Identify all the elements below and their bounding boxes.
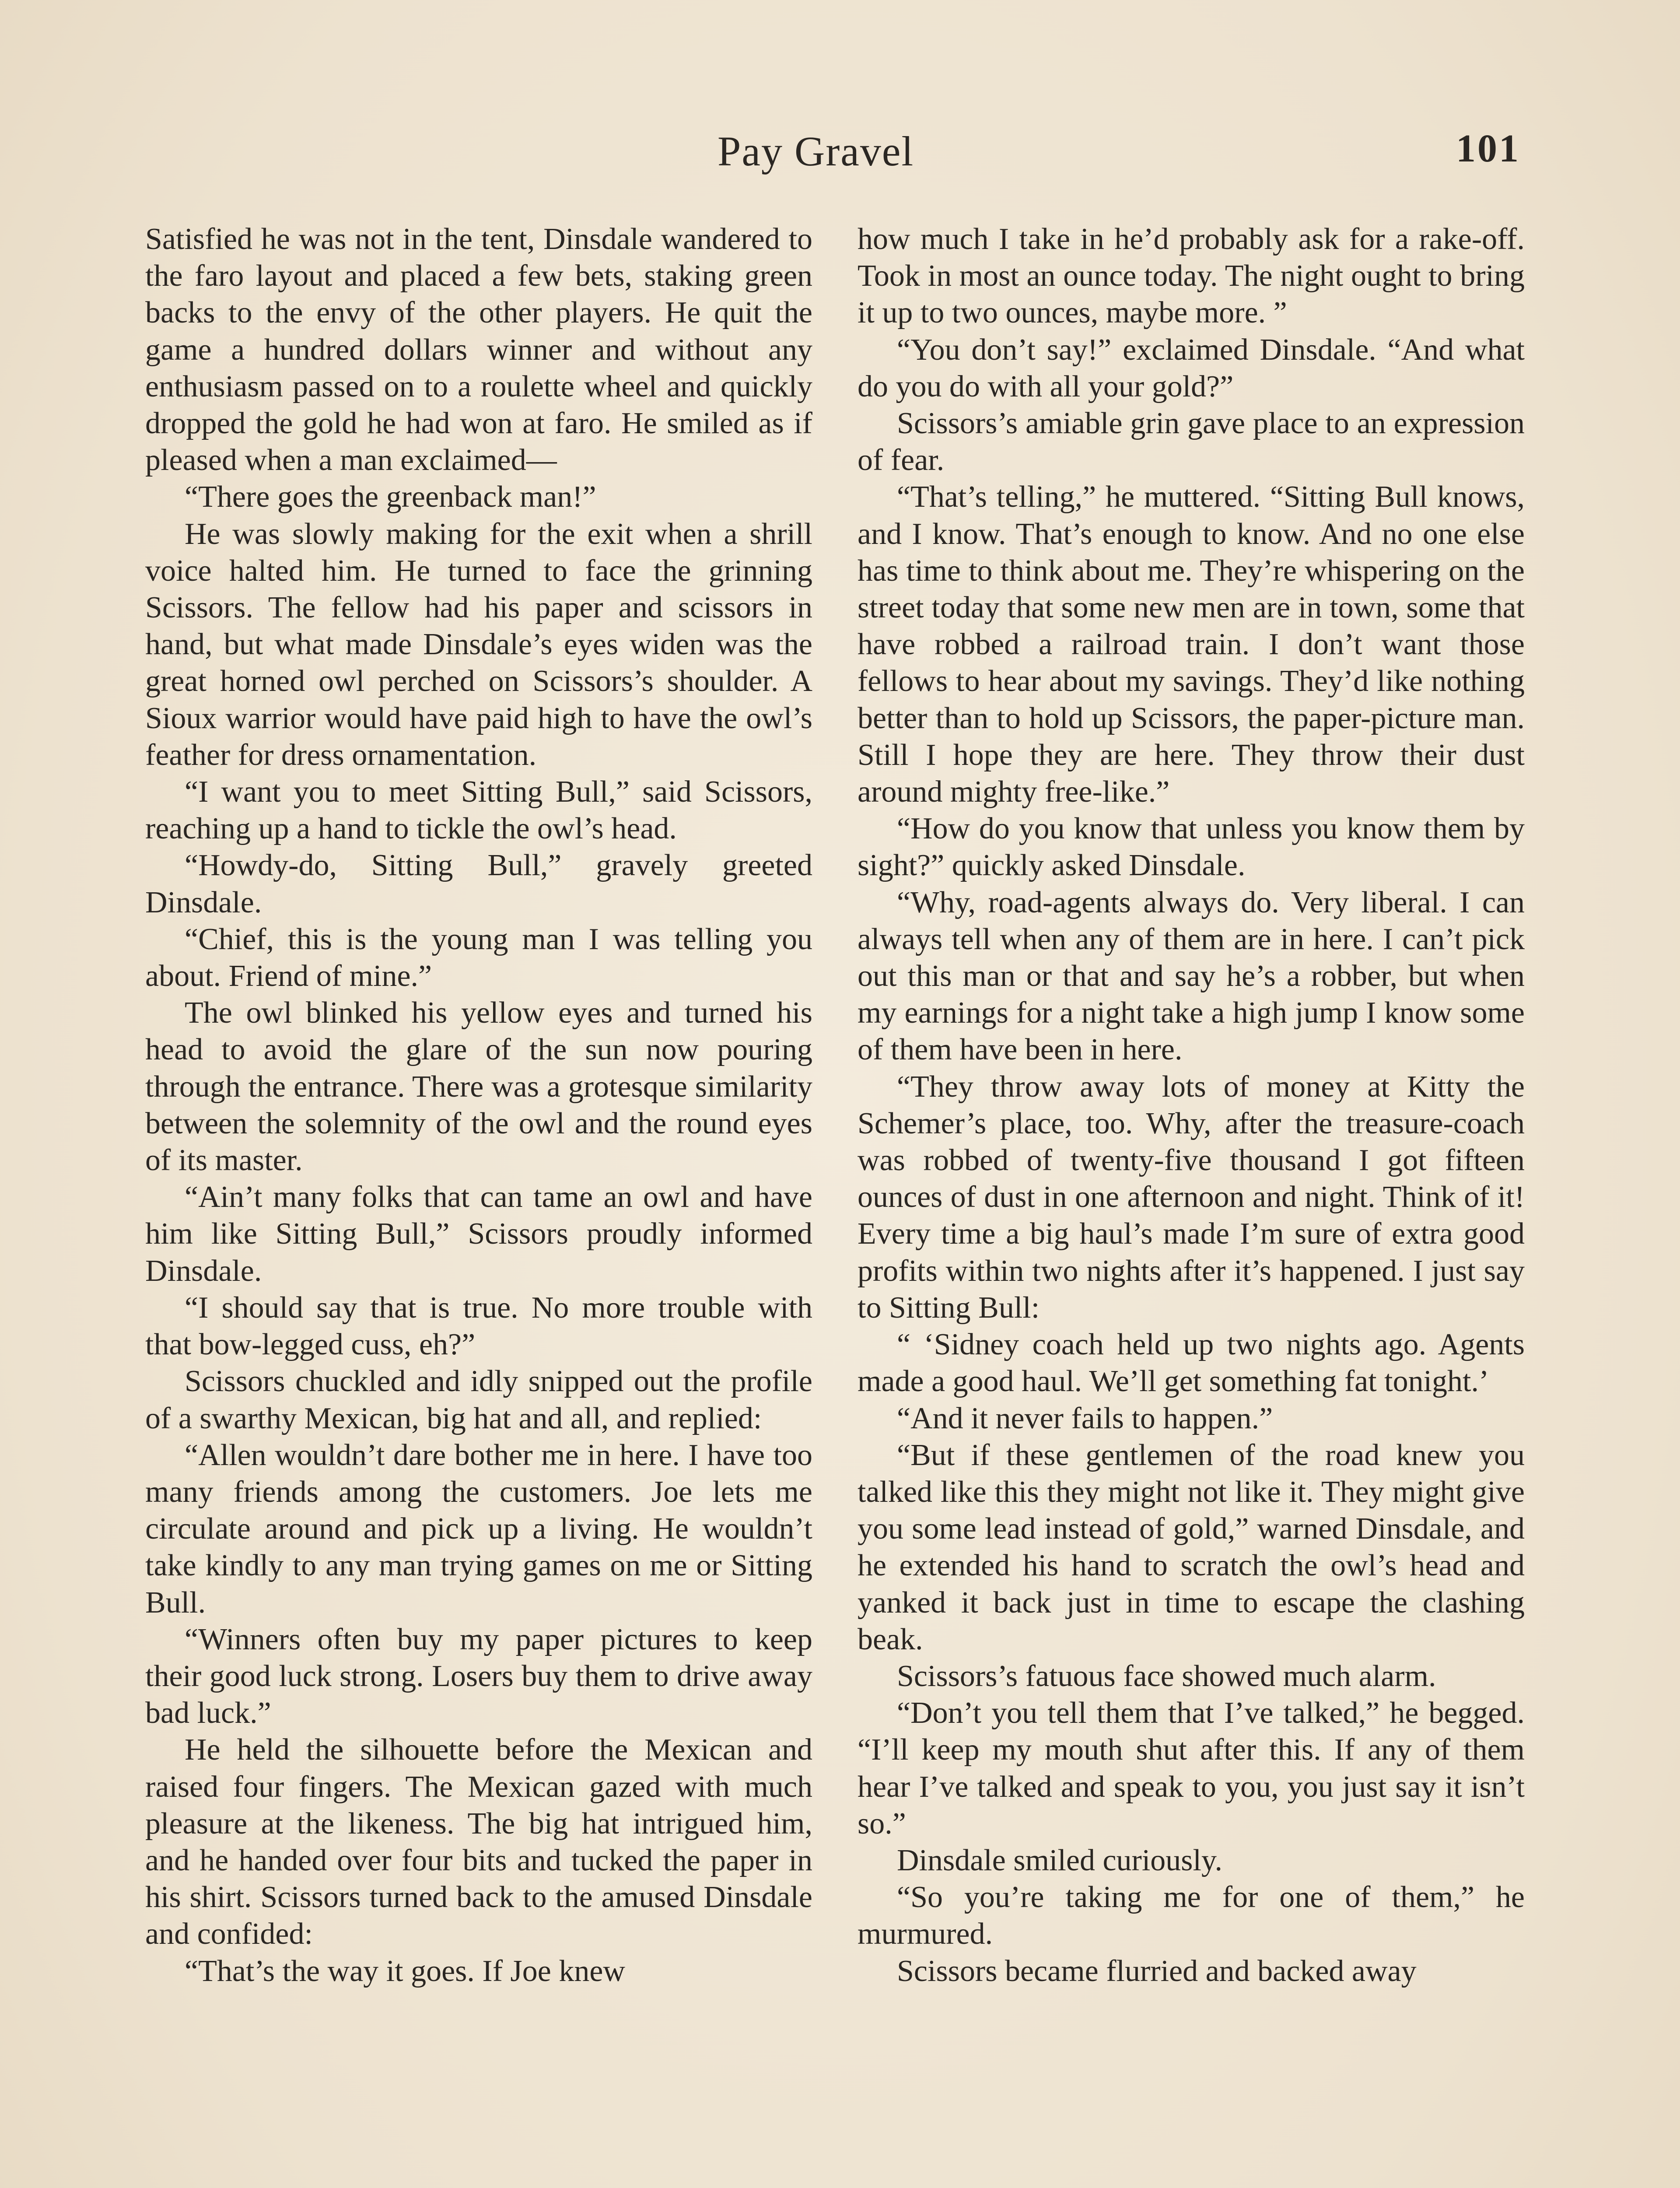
paragraph: “There goes the greenback man!” — [185, 480, 596, 514]
paragraph: “How do you know that unless you know them by sight?” quickly asked Dinsdale. — [858, 812, 1525, 883]
paragraph: “That’s telling,” he muttered. “Sitting Bull knows, and I know. That’s enough to know. And no one else has time to think about me. They’re whispering on the street today that some new men are in town, some that have robbed a railroad train. I don’t want those fellows to hear about my savings. They’d like nothing better than to hold up Scissors, the paper-picture man. Still I hope they are here. They throw their dust around mighty free-like.” — [858, 480, 1525, 809]
paragraph: “Why, road-agents always do. Very liberal. I can always tell when any of them are in here. I can’t pick out this man or that and say he’s a robber, but when my earnings for a night take a high jump I know some of them have been in here. — [858, 885, 1525, 1067]
paragraph: how much I take in he’d probably ask for a rake-off. Took in most an ounce today. The night ought to bring it up to two ounces, maybe more. ” — [858, 222, 1525, 330]
paragraph: “They throw away lots of money at Kitty the Schemer’s place, too. Why, after the treasure-coach was robbed of twenty-five thousand I got fifteen ounces of dust in one afternoon and night. Think of it! Every time a big haul’s made I’m sure of extra good profits within two nights after it’s happened. I just say to Sitting Bull: — [858, 1069, 1525, 1325]
paragraph: “So you’re taking me for one of them,” he murmured. — [858, 1880, 1525, 1951]
paragraph: “Allen wouldn’t dare bother me in here. I have too many friends among the customers. Joe lets me circulate around and pick up a living. He wouldn’t take kindly to any man trying games on me or Sitting Bull. — [145, 1438, 812, 1620]
paragraph: Scissors became flurried and backed away — [897, 1954, 1417, 1988]
paragraph: Scissors’s fatuous face showed much alarm. — [897, 1659, 1436, 1693]
paragraph: He was slowly making for the exit when a shrill voice halted him. He turned to face the grinning Scissors. The fellow had his paper and scissors in hand, but what made Dinsdale’s eyes widen was the great horned owl perched on Scissors’s shoulder. A Sioux warrior would have paid high to have the owl’s feather for dress ornamentation. — [145, 517, 812, 772]
paragraph: “Chief, this is the young man I was telling you about. Friend of mine.” — [145, 922, 812, 993]
paragraph: “And it never fails to happen.” — [897, 1401, 1273, 1435]
paragraph: “Ain’t many folks that can tame an owl and have him like Sitting Bull,” Scissors proudly informed Dinsdale. — [145, 1180, 812, 1288]
paragraph: “Howdy-do, Sitting Bull,” gravely greeted Dinsdale. — [145, 849, 812, 919]
paragraph: Satisfied he was not in the tent, Dinsdale wandered to the faro layout and placed a few bets, staking green backs to the envy of the other players. He quit the game a hundred dollars winner and without any enthusiasm passed on to a roulette wheel and quickly dropped the gold he had won at faro. He smiled as if pleased when a man exclaimed— — [145, 222, 812, 477]
paragraph: “Don’t you tell them that I’ve talked,” he begged. “I’ll keep my mouth shut after this. If any of them hear I’ve talked and speak to you, you just say it isn’t so.” — [858, 1696, 1525, 1841]
paragraph: Scissors’s amiable grin gave place to an expression of fear. — [858, 407, 1525, 477]
right-column — [858, 221, 1525, 1990]
paragraph: He held the silhouette before the Mexican and raised four fingers. The Mexican gazed with much pleasure at the likeness. The big hat intrigued him, and he handed over four bits and tucked the paper in his shirt. Scissors turned back to the amused Dinsdale and confided: — [145, 1733, 812, 1951]
running-head: Pay Gravel — [718, 128, 914, 175]
paragraph: The owl blinked his yellow eyes and turned his head to avoid the glare of the sun now pouring through the entrance. There was a grotesque similarity between the solemnity of the owl and the round eyes of its master. — [145, 996, 812, 1178]
paragraph: “That’s the way it goes. If Joe knew — [185, 1954, 625, 1988]
page-number: 101 — [1456, 127, 1520, 170]
paragraph: “But if these gentlemen of the road knew you talked like this they might not like it. They might give you some lead instead of gold,” warned Dinsdale, and he extended his hand to scratch the owl’s head and yanked it back just in time to escape the clashing beak. — [858, 1438, 1525, 1656]
paragraph: “ ‘Sidney coach held up two nights ago. Agents made a good haul. We’ll get something fat tonight.’ — [858, 1328, 1525, 1399]
paragraph: “Winners often buy my paper pictures to keep their good luck strong. Losers buy them to drive away bad luck.” — [145, 1622, 812, 1730]
paragraph: Scissors chuckled and idly snipped out the profile of a swarthy Mexican, big hat and all, and replied: — [145, 1364, 812, 1435]
paragraph: “You don’t say!” exclaimed Dinsdale. “And what do you do with all your gold?” — [858, 333, 1525, 403]
paragraph: Dinsdale smiled curiously. — [897, 1843, 1222, 1877]
paragraph: “I should say that is true. No more trouble with that bow-legged cuss, eh?” — [145, 1290, 812, 1362]
paragraph: “I want you to meet Sitting Bull,” said Scissors, reaching up a hand to tickle the owl’s head. — [145, 775, 812, 846]
left-column — [145, 221, 812, 1990]
